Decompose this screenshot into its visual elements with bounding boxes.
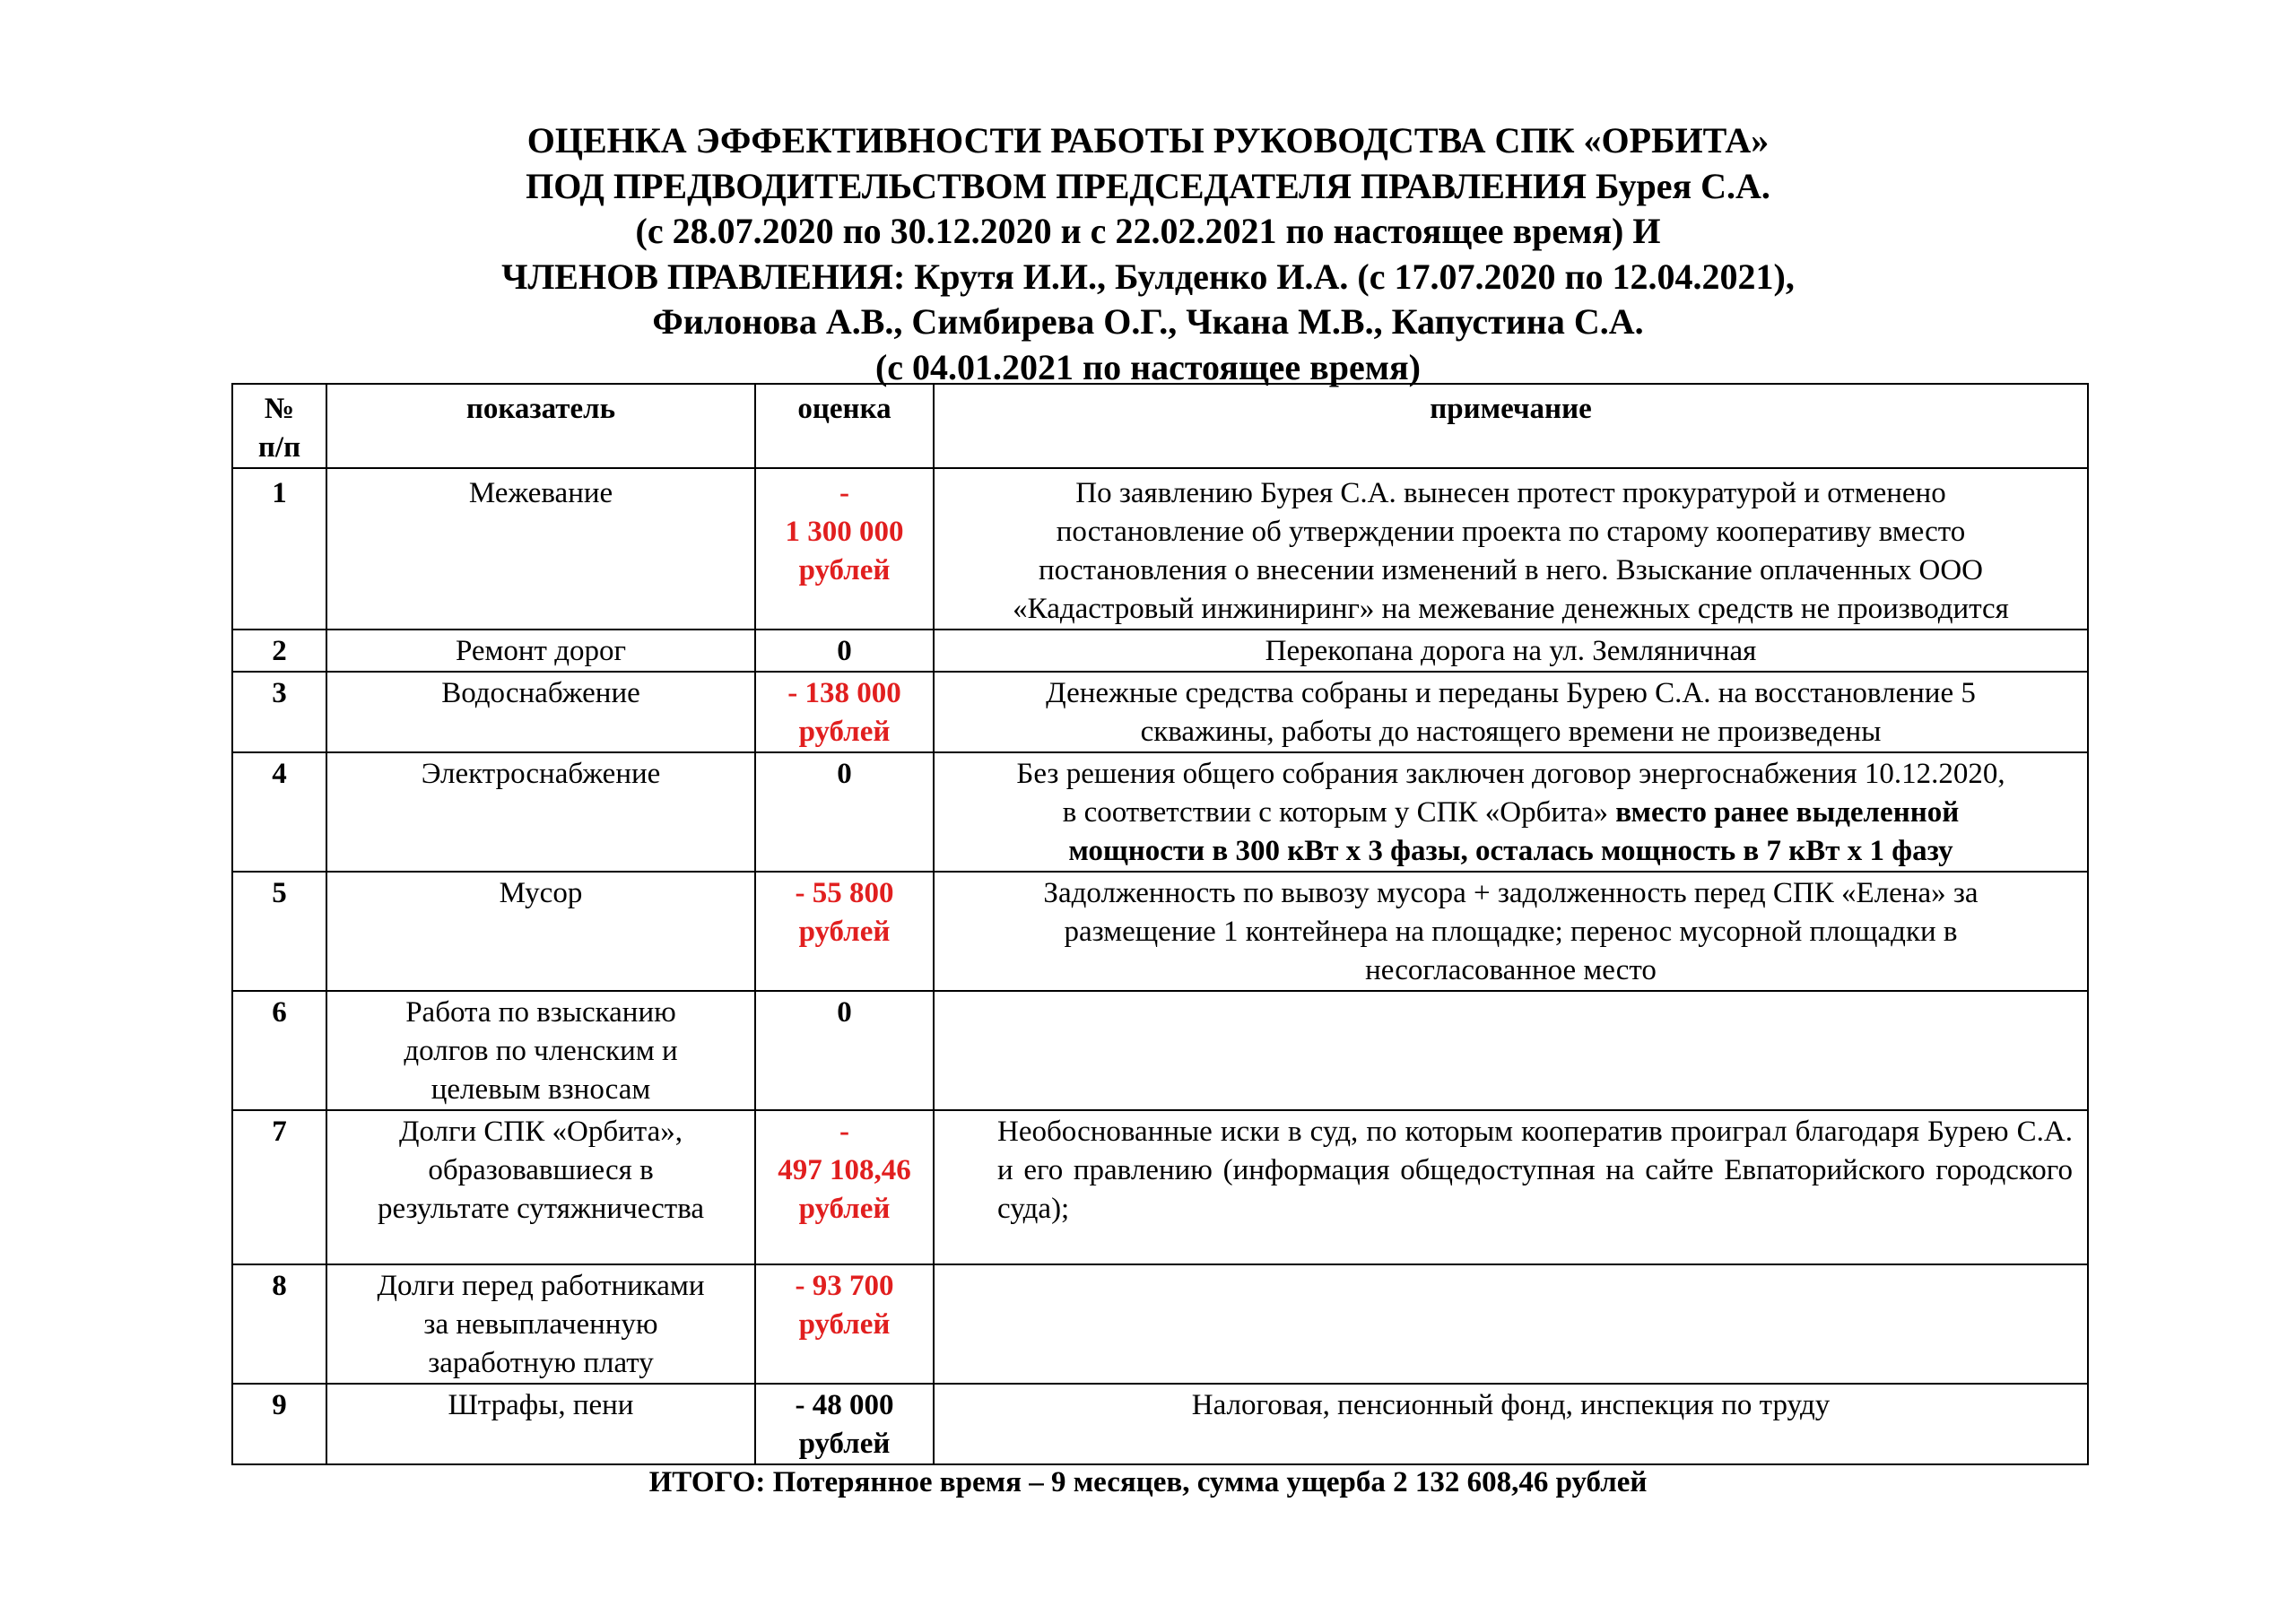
table-row <box>232 630 2088 672</box>
evaluation-table <box>231 383 2089 1465</box>
note-line: постановление об утверждении проекта по старому кооперативу вместо <box>1056 516 1966 548</box>
score-line: 0 <box>837 758 852 790</box>
row-score <box>755 1110 934 1264</box>
total-summary: ИТОГО: Потерянное время – 9 месяцев, сумма ущерба 2 132 608,46 рублей <box>648 1466 1648 1498</box>
score-line: рублей <box>798 1308 891 1341</box>
indicator-line: результате сутяжничества <box>377 1193 705 1225</box>
score-line: рублей <box>798 1428 891 1460</box>
note-line: Без решения общего собрания заключен договор энергоснабжения 10.12.2020, <box>1016 758 2005 790</box>
indicator-line: Мусор <box>499 877 583 909</box>
score-line: - <box>839 1116 849 1148</box>
title-line-5: Филонова А.В., Симбирева О.Г., Чкана М.В., Капустина С.А. <box>652 301 1644 342</box>
table-header-row <box>232 384 2088 468</box>
score-line: 0 <box>837 996 852 1029</box>
indicator-line: заработную плату <box>428 1347 654 1379</box>
table-row <box>232 872 2088 991</box>
indicator-line: Электроснабжение <box>421 758 661 790</box>
row-indicator <box>326 991 755 1110</box>
row-num: 8 <box>232 1264 326 1384</box>
indicator-line: Долги перед работниками <box>377 1270 705 1302</box>
row-num: 4 <box>232 752 326 872</box>
row-num: 9 <box>232 1384 326 1464</box>
note-line: несогласованное место <box>1365 954 1657 986</box>
row-indicator <box>326 630 755 672</box>
table-row <box>232 1264 2088 1384</box>
row-num: 7 <box>232 1110 326 1264</box>
row-note <box>934 630 2088 672</box>
title-line-2: ПОД ПРЕДВОДИТЕЛЬСТВОМ ПРЕДСЕДАТЕЛЯ ПРАВЛЕНИЯ Бурея С.А. <box>526 165 1770 206</box>
score-line: - 138 000 <box>787 677 901 709</box>
score-line: - 93 700 <box>795 1270 894 1302</box>
indicator-line: долгов по членским и <box>404 1035 678 1067</box>
header-num <box>232 384 326 468</box>
table-row <box>232 468 2088 630</box>
note-line <box>945 794 2076 832</box>
row-note <box>934 752 2088 872</box>
score-line: 1 300 000 <box>785 516 904 548</box>
note-line: Задолженность по вывозу мусора + задолженность перед СПК «Елена» за <box>1043 877 1979 909</box>
score-line: рублей <box>798 1193 891 1225</box>
table-row <box>232 1110 2088 1264</box>
note-line: размещение 1 контейнера на площадке; перенос мусорной площадки в <box>1064 916 1958 948</box>
row-indicator <box>326 752 755 872</box>
title-line-6: (с 04.01.2021 по настоящее время) <box>874 346 1421 387</box>
row-num: 1 <box>232 468 326 630</box>
header-note: примечание <box>934 384 2088 468</box>
row-score <box>755 1384 934 1464</box>
indicator-line: Работа по взысканию <box>405 996 676 1029</box>
title-line-4: ЧЛЕНОВ ПРАВЛЕНИЯ: Крутя И.И., Булденко И.А. (с 17.07.2020 по 12.04.2021), <box>501 256 1795 297</box>
table-row <box>232 1384 2088 1464</box>
indicator-line: за невыплаченную <box>423 1308 658 1341</box>
row-num: 3 <box>232 672 326 752</box>
note-line: постановления о внесении изменений в него. Взыскание оплаченных ООО <box>1038 554 1983 586</box>
note-line: Денежные средства собраны и переданы Бурею С.А. на восстановление 5 <box>1046 677 1976 709</box>
note-bold-text: вместо ранее выделенной <box>1615 796 1960 829</box>
indicator-line: Водоснабжение <box>441 677 640 709</box>
table-row <box>232 752 2088 872</box>
row-score <box>755 630 934 672</box>
row-note <box>934 872 2088 991</box>
indicator-line: целевым взносам <box>430 1073 651 1106</box>
row-score <box>755 752 934 872</box>
note-line: «Кадастровый инжиниринг» на межевание денежных средств не производится <box>1013 593 2009 625</box>
table-row <box>232 672 2088 752</box>
title-line-1: ОЦЕНКА ЭФФЕКТИВНОСТИ РАБОТЫ РУКОВОДСТВА СПК «ОРБИТА» <box>526 120 1770 161</box>
header-indicator: показатель <box>326 384 755 468</box>
table-row <box>232 991 2088 1110</box>
row-score <box>755 468 934 630</box>
row-score <box>755 991 934 1110</box>
indicator-line: Межевание <box>468 477 613 509</box>
row-indicator <box>326 1110 755 1264</box>
note-line: По заявлению Бурея С.А. вынесен протест прокуратурой и отменено <box>1075 477 1946 509</box>
document-title <box>0 118 2296 390</box>
row-indicator <box>326 672 755 752</box>
row-indicator <box>326 872 755 991</box>
score-line: - 48 000 <box>795 1389 894 1421</box>
note-paragraph: Необоснованные иски в суд, по которым кооператив проиграл благодаря Бурею С.А. и его правлению (информация общедоступная на сайте Евпаторийского городского суда); <box>997 1116 2073 1225</box>
note-bold-line: мощности в 300 кВт х 3 фазы, осталась мощность в 7 кВт х 1 фазу <box>1068 835 1953 867</box>
score-line: - <box>839 477 849 509</box>
header-num-line-1: № <box>264 393 295 425</box>
score-line: - 55 800 <box>795 877 894 909</box>
indicator-line: Долги СПК «Орбита», <box>398 1116 683 1148</box>
indicator-line: образовавшиеся в <box>428 1154 654 1186</box>
row-note <box>934 1110 2088 1264</box>
note-line: Налоговая, пенсионный фонд, инспекция по труду <box>1191 1389 1831 1421</box>
indicator-line: Штрафы, пени <box>448 1389 634 1421</box>
note-plain-text: в соответствии с которым у СПК «Орбита» <box>1062 796 1616 829</box>
row-indicator <box>326 1264 755 1384</box>
note-line: скважины, работы до настоящего времени не произведены <box>1140 716 1882 748</box>
row-num: 6 <box>232 991 326 1110</box>
row-num: 2 <box>232 630 326 672</box>
score-line: рублей <box>798 554 891 586</box>
row-note <box>934 1384 2088 1464</box>
title-line-3: (с 28.07.2020 по 30.12.2020 и с 22.02.2021 по настоящее время) И <box>635 211 1661 251</box>
indicator-line: Ремонт дорог <box>455 635 627 667</box>
row-score <box>755 872 934 991</box>
row-num: 5 <box>232 872 326 991</box>
row-note <box>934 1264 2088 1384</box>
score-line: рублей <box>798 716 891 748</box>
header-score: оценка <box>755 384 934 468</box>
row-note <box>934 991 2088 1110</box>
row-note <box>934 672 2088 752</box>
row-indicator <box>326 1384 755 1464</box>
row-score <box>755 672 934 752</box>
header-num-line-2: п/п <box>257 431 301 464</box>
note-line: Перекопана дорога на ул. Земляничная <box>1265 635 1757 667</box>
score-line: 0 <box>837 635 852 667</box>
score-line: 497 108,46 <box>778 1154 911 1186</box>
row-score <box>755 1264 934 1384</box>
score-line: рублей <box>798 916 891 948</box>
row-indicator <box>326 468 755 630</box>
row-note <box>934 468 2088 630</box>
